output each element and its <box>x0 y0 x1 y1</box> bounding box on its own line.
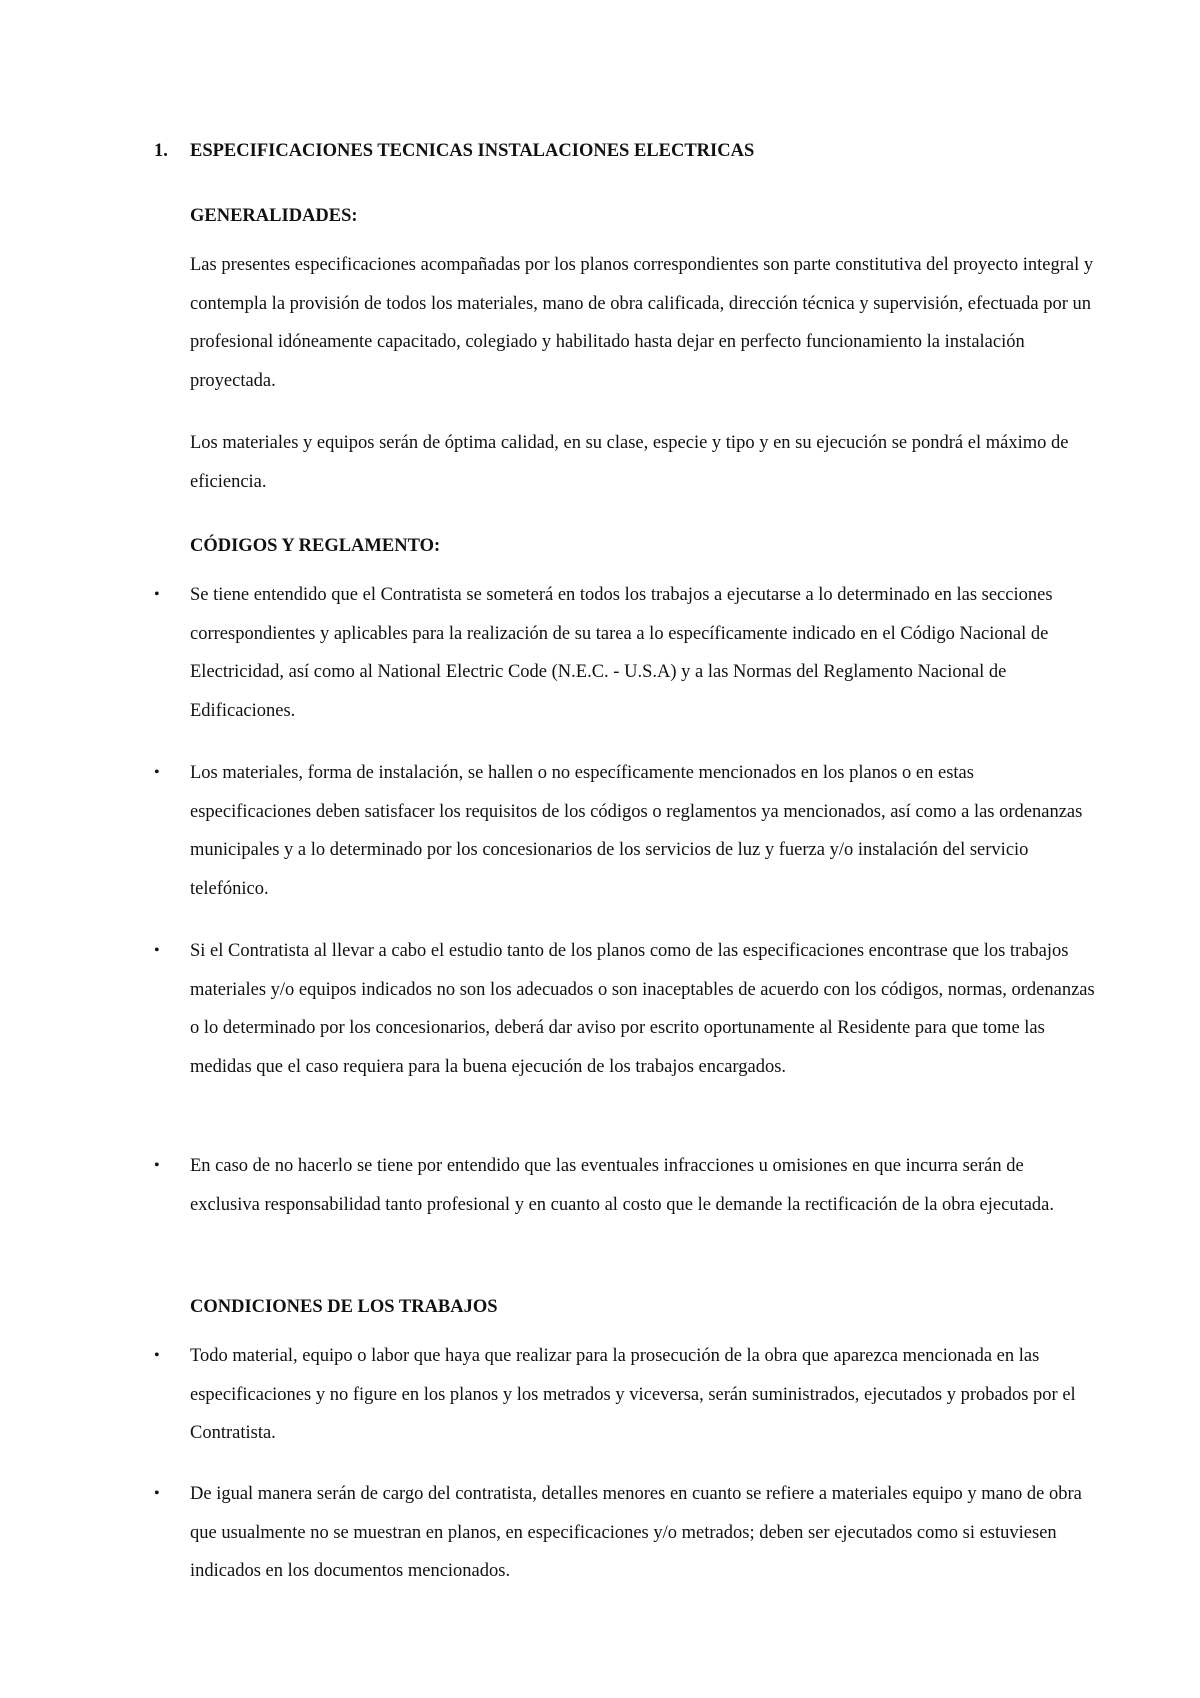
main-heading <box>154 141 754 162</box>
heading-text: ESPECIFICACIONES TECNICAS INSTALACIONES ELECTRICAS <box>190 141 755 161</box>
bullet-icon: • <box>154 764 160 781</box>
heading-number: 1. <box>154 141 168 161</box>
paragraph: Los materiales y equipos serán de óptima calidad, en su clase, especie y tipo y en su ejecución se pondrá el máximo de eficiencia. <box>190 433 1069 492</box>
list-item: De igual manera serán de cargo del contratista, detalles menores en cuanto se refiere a materiales equipo y mano de obra que usualmente no se muestran en planos, en especificaciones y/o metrados; deben ser ejecutados como si estuviesen indicados en los documentos mencionados. <box>190 1484 1082 1581</box>
section-title-generalidades: GENERALIDADES: <box>190 206 358 226</box>
bullet-icon: • <box>154 1485 160 1502</box>
bullet-icon: • <box>154 586 160 603</box>
bullet-icon: • <box>154 1157 160 1174</box>
paragraph: Las presentes especificaciones acompañadas por los planos correspondientes son parte constitutiva del proyecto integral y contempla la provisión de todos los materiales, mano de obra calificada, dirección técnica y supervisión, efectuada por un profesional idóneamente capacitado, colegiado y habilitado hasta dejar en perfecto funcionamiento la instalación proyectada. <box>190 255 1094 391</box>
list-item: Se tiene entendido que el Contratista se someterá en todos los trabajos a ejecutarse a lo determinado en las secciones correspondientes y aplicables para la realización de su tarea a lo específicamente indicado en el Código Nacional de Electricidad, así como al National Electric Code (N.E.C. - U.S.A) y a las Normas del Reglamento Nacional de Edificaciones. <box>190 585 1053 721</box>
bullet-icon: • <box>154 942 160 959</box>
list-item: Todo material, equipo o labor que haya que realizar para la prosecución de la obra que aparezca mencionada en las especificaciones y no figure en los planos y los metrados y viceversa, serán suministrados, ejecutados y probados por el Contratista. <box>190 1346 1076 1443</box>
section-title-condiciones: CONDICIONES DE LOS TRABAJOS <box>190 1297 498 1317</box>
list-item: En caso de no hacerlo se tiene por entendido que las eventuales infracciones u omisiones en que incurra serán de exclusiva responsabilidad tanto profesional y en cuanto al costo que le demande la rectificación de la obra ejecutada. <box>190 1156 1055 1215</box>
section-title-codigos: CÓDIGOS Y REGLAMENTO: <box>190 536 441 556</box>
list-item: Los materiales, forma de instalación, se hallen o no específicamente mencionados en los planos o en estas especificaciones deben satisfacer los requisitos de los códigos o reglamentos ya mencionados, así como a las ordenanzas municipales y a lo determinado por los concesionarios de los servicios de luz y fuerza y/o instalación del servicio telefónico. <box>190 763 1083 899</box>
list-item: Si el Contratista al llevar a cabo el estudio tanto de los planos como de las especificaciones encontrase que los trabajos materiales y/o equipos indicados no son los adecuados o son inaceptables de acuerdo con los códigos, normas, ordenanzas o lo determinado por los concesionarios, deberá dar aviso por escrito oportunamente al Residente para que tome las medidas que el caso requiera para la buena ejecución de los trabajos encargados. <box>190 941 1095 1077</box>
bullet-icon: • <box>154 1347 160 1364</box>
